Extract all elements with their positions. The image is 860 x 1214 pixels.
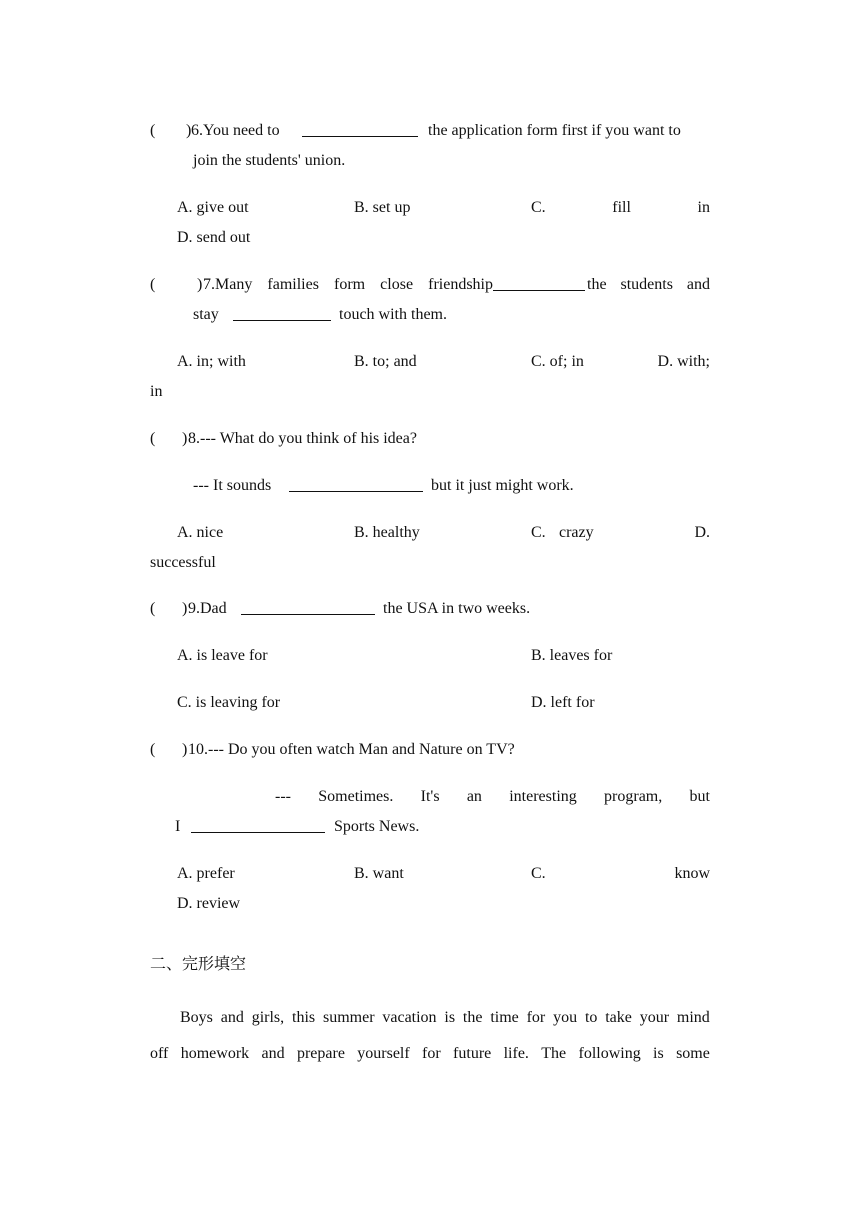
question-text-line2-cont: but it just might work. xyxy=(431,477,574,494)
passage-word: for xyxy=(526,1009,546,1026)
question-text-line2: join the students' union. xyxy=(193,152,346,169)
passage-word: The xyxy=(541,1045,567,1062)
passage-word: life. xyxy=(503,1045,529,1062)
option-c xyxy=(531,198,710,218)
option-c-letter: C. xyxy=(531,865,546,882)
passage-word: mind xyxy=(676,1009,710,1026)
option-c-word1: fill xyxy=(612,199,631,216)
option-b: B. want xyxy=(354,865,404,882)
question-text: 10.--- Do you often watch Man and Nature on TV? xyxy=(188,741,515,758)
option-d: D. review xyxy=(177,895,241,912)
passage-word: Boys xyxy=(180,1009,213,1026)
word: It's xyxy=(420,788,440,805)
answer-paren-close: ) xyxy=(182,430,188,447)
passage-word: girls, xyxy=(251,1009,285,1026)
passage-word: and xyxy=(220,1009,244,1026)
word: the xyxy=(587,276,607,293)
passage-line-2 xyxy=(150,1044,710,1064)
question-text-cont: the USA in two weeks. xyxy=(383,600,531,617)
option-a: A. prefer xyxy=(177,865,235,882)
option-a: A. give out xyxy=(177,199,249,216)
question-text-line2: stay xyxy=(193,306,219,323)
answer-blank[interactable] xyxy=(239,599,377,621)
option-d-word: successful xyxy=(150,554,216,571)
answer-paren-close: ) xyxy=(182,741,188,758)
answer-blank[interactable] xyxy=(300,121,420,143)
option-b: B. leaves for xyxy=(531,647,613,664)
option-a: A. is leave for xyxy=(177,647,268,664)
question-text-line2-cont: touch with them. xyxy=(339,306,447,323)
question-text: 6.You need to xyxy=(191,122,280,139)
option-c: C. is leaving for xyxy=(177,694,281,711)
word: close xyxy=(380,276,414,293)
question-text-line3-cont: Sports News. xyxy=(334,818,420,835)
answer-paren-open: ( xyxy=(150,430,156,447)
option-c-word: know xyxy=(674,865,710,882)
word: an xyxy=(466,788,482,805)
passage-word: is xyxy=(444,1009,456,1026)
answer-paren-open: ( xyxy=(150,600,156,617)
question-text-cont xyxy=(587,275,710,295)
passage-word: your xyxy=(639,1009,670,1026)
word: 7.Many xyxy=(203,276,253,293)
option-d: D. send out xyxy=(177,229,251,246)
option-b: B. healthy xyxy=(354,524,420,541)
word: program, xyxy=(604,788,663,805)
answer-paren-open: ( xyxy=(150,122,156,139)
answer-blank-1[interactable] xyxy=(493,275,585,297)
option-c-letter: C. xyxy=(531,199,546,216)
answer-paren-open: ( xyxy=(150,741,156,758)
option-d-letter: D. xyxy=(694,524,710,541)
question-text: 9.Dad xyxy=(188,600,227,617)
option-d-cont: in xyxy=(150,383,163,400)
passage-word: prepare xyxy=(296,1045,345,1062)
answer-paren-close: ) xyxy=(182,600,188,617)
passage-word: this xyxy=(292,1009,316,1026)
option-b: B. set up xyxy=(354,199,411,216)
question-text xyxy=(203,275,493,295)
option-a: A. in; with xyxy=(177,353,246,370)
option-b: B. to; and xyxy=(354,353,417,370)
passage-word: to xyxy=(584,1009,598,1026)
word: form xyxy=(334,276,366,293)
passage-word: time xyxy=(490,1009,519,1026)
option-a: A. nice xyxy=(177,524,224,541)
question-text-line2 xyxy=(275,787,710,807)
passage-word: future xyxy=(453,1045,492,1062)
passage-word: take xyxy=(605,1009,632,1026)
answer-blank-2[interactable] xyxy=(231,305,333,327)
word: --- xyxy=(275,788,291,805)
answer-paren-close: ) xyxy=(186,122,192,139)
passage-word: summer xyxy=(322,1009,375,1026)
option-c-letter: C. xyxy=(531,524,546,541)
option-d: D. left for xyxy=(531,694,595,711)
passage-word: vacation xyxy=(382,1009,437,1026)
passage-word: for xyxy=(422,1045,441,1062)
option-d: D. with; xyxy=(657,353,710,370)
passage-word: the xyxy=(462,1009,483,1026)
word: and xyxy=(686,276,710,293)
passage-word: is xyxy=(653,1045,664,1062)
question-text-line3: I xyxy=(175,818,181,835)
option-c: C. of; in xyxy=(531,353,584,370)
answer-blank[interactable] xyxy=(287,476,425,498)
answer-blank[interactable] xyxy=(189,817,327,839)
passage-word: and xyxy=(261,1045,285,1062)
question-text-line2: --- It sounds xyxy=(193,477,272,494)
passage-line-1 xyxy=(180,1008,710,1028)
word: families xyxy=(267,276,319,293)
word: interesting xyxy=(509,788,577,805)
word: Sometimes. xyxy=(318,788,394,805)
passage-word: some xyxy=(676,1045,710,1062)
passage-word: off xyxy=(150,1045,169,1062)
question-text: 8.--- What do you think of his idea? xyxy=(188,430,417,447)
passage-word: homework xyxy=(180,1045,250,1062)
question-text-cont: the application form first if you want to xyxy=(428,122,681,139)
option-c-word2: in xyxy=(697,199,710,216)
passage-word: you xyxy=(553,1009,578,1026)
word: students xyxy=(620,276,673,293)
word: friendship xyxy=(428,276,493,293)
option-c-word: crazy xyxy=(559,524,594,541)
passage-word: yourself xyxy=(357,1045,410,1062)
answer-paren-close: ) xyxy=(197,276,203,293)
passage-word: following xyxy=(578,1045,641,1062)
word: but xyxy=(689,788,710,805)
section-heading: 二、完形填空 xyxy=(150,954,247,973)
answer-paren-open: ( xyxy=(150,276,156,293)
